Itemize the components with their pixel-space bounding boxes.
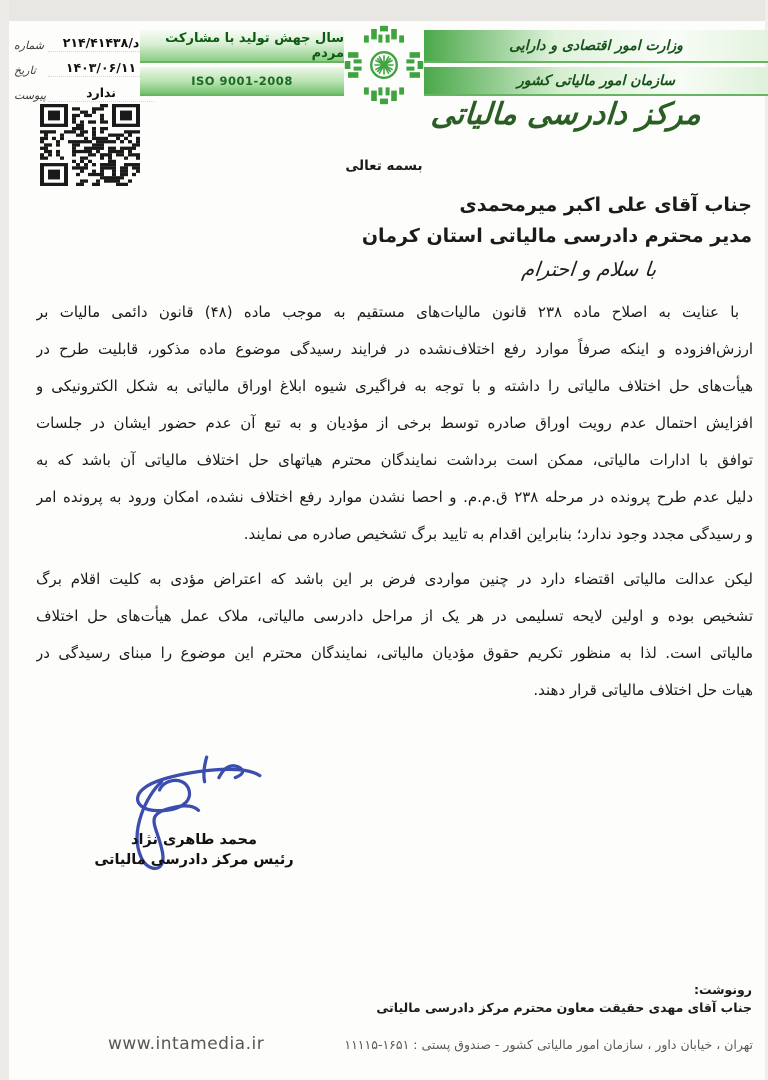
addressee-title: مدیر محترم دادرسی مالیاتی استان کرمان xyxy=(361,225,752,247)
addressee-name: جناب آقای علی اکبر میرمحمدی xyxy=(459,194,752,216)
meta-row-number xyxy=(14,27,154,52)
body-paragraph-2 xyxy=(36,561,753,709)
body-line: لیکن عدالت مالیاتی اقتضاء دارد در چنین مواردی فرض بر این باشد که اعتراض مؤدی به کلیت اقلام برگ xyxy=(36,570,753,588)
letter-date-value: ۱۴۰۳/۰۶/۱۱ xyxy=(48,60,154,77)
letter-attachment-label: پیوست xyxy=(14,89,47,102)
body-line: توافق با ادارات مالیاتی، ممکن است برداشت نمایندگان محترم هیاتهای حل اختلاف مالیاتی آن باشد که به xyxy=(36,451,753,469)
letter-attachment-value: ندارد xyxy=(48,85,154,102)
signature-block xyxy=(58,748,330,888)
meta-row-date xyxy=(14,52,154,77)
office-title: مرکز دادرسی مالیاتی xyxy=(429,97,703,132)
tax-organization-logo-icon xyxy=(344,24,424,106)
ministry-name: وزارت امور اقتصادی و دارایی xyxy=(509,37,683,54)
signatory-name: محمد طاهری نژاد xyxy=(131,832,257,848)
body-line: مالیاتی است. لذا به منظور تکریم حقوق مؤدیان مالیاتی، نمایندگان محترم این موضوع را مبنای رسیدگی در xyxy=(36,644,753,662)
footer-website: www.intamedia.ir xyxy=(108,1034,265,1054)
footer-address: تهران ، خیابان داور ، سازمان امور مالیاتی کشور - صندوق پستی : ۱۶۵۱-۱۱۱۱۵ xyxy=(344,1037,753,1052)
signatory xyxy=(58,830,330,870)
letter-number-value: د/۲۱۴/۴۱۴۳۸ xyxy=(48,35,154,52)
scan-edge-top xyxy=(0,0,768,21)
addressee-block xyxy=(362,190,752,252)
body-paragraph-1 xyxy=(36,294,753,553)
body-line: هیأت‌های حل اختلاف مالیاتی را داشته و با توجه به فراگیری شیوه ابلاغ اوراق مالیاتی به شکل الکترونیکی و xyxy=(36,377,753,395)
letterhead-meta xyxy=(14,27,154,102)
meta-row-attachment xyxy=(14,77,154,102)
slogan-text: سال جهش تولید با مشارکت مردم xyxy=(165,30,344,61)
body-line: و رسیدگی مجدد وجود ندارد؛ بنابراین اقدام به تایید برگ تشخیص صادره می نمایند. xyxy=(243,525,753,543)
body-line: هیات حل اختلاف مالیاتی قرار دهند. xyxy=(533,681,753,699)
organization-band xyxy=(424,67,768,96)
body-line: دلیل عدم طرح پرونده در مرحله ۲۳۸ ق.م.م. و احصا نشدن موارد رفع اختلاف نشده، امکان ورود به پرونده امر xyxy=(36,488,753,506)
body-line: تشخیص بوده و اولین لایحه تسلیمی در هر یک از مراحل دادرسی مالیاتی، ملاک عمل هیأت‌های حل اختلاف xyxy=(36,607,753,625)
iso-band xyxy=(140,67,344,96)
letter-body xyxy=(36,294,753,709)
besmellah: بسمه تعالی xyxy=(345,158,423,174)
signatory-title: رئیس مرکز دادرسی مالیاتی xyxy=(94,852,294,868)
cc-block xyxy=(376,981,752,1017)
cc-recipient: جناب آقای مهدی حقیقت معاون محترم مرکز دادرسی مالیاتی xyxy=(376,1000,752,1015)
ministry-band xyxy=(424,30,768,63)
letter-date-label: تاریخ xyxy=(14,64,36,77)
body-line: ارزش‌افزوده و اینکه صرفاً موارد رفع اختلاف‌نشده در فرایند رسیدگی موضوع ماده مذکور، قابلیت طرح در xyxy=(36,340,753,358)
body-line: با عنایت به اصلاح ماده ۲۳۸ قانون مالیات‌های مستقیم به موجب ماده (۴۸) قانون دائمی مالیات بر xyxy=(36,303,739,321)
salutation: با سلام و احترام xyxy=(520,257,658,281)
organization-name: سازمان امور مالیاتی کشور xyxy=(516,72,676,89)
slogan-band xyxy=(140,30,344,63)
cc-label: رونوشت: xyxy=(693,982,752,997)
iso-text: ISO 9001-2008 xyxy=(191,73,293,88)
body-line: افزایش احتمال عدم رویت اوراق صادره توسط برخی از مؤدیان و به تبع آن عدم حضور ایشان در جلسات xyxy=(36,414,753,432)
letter-number-label: شماره xyxy=(14,39,45,52)
